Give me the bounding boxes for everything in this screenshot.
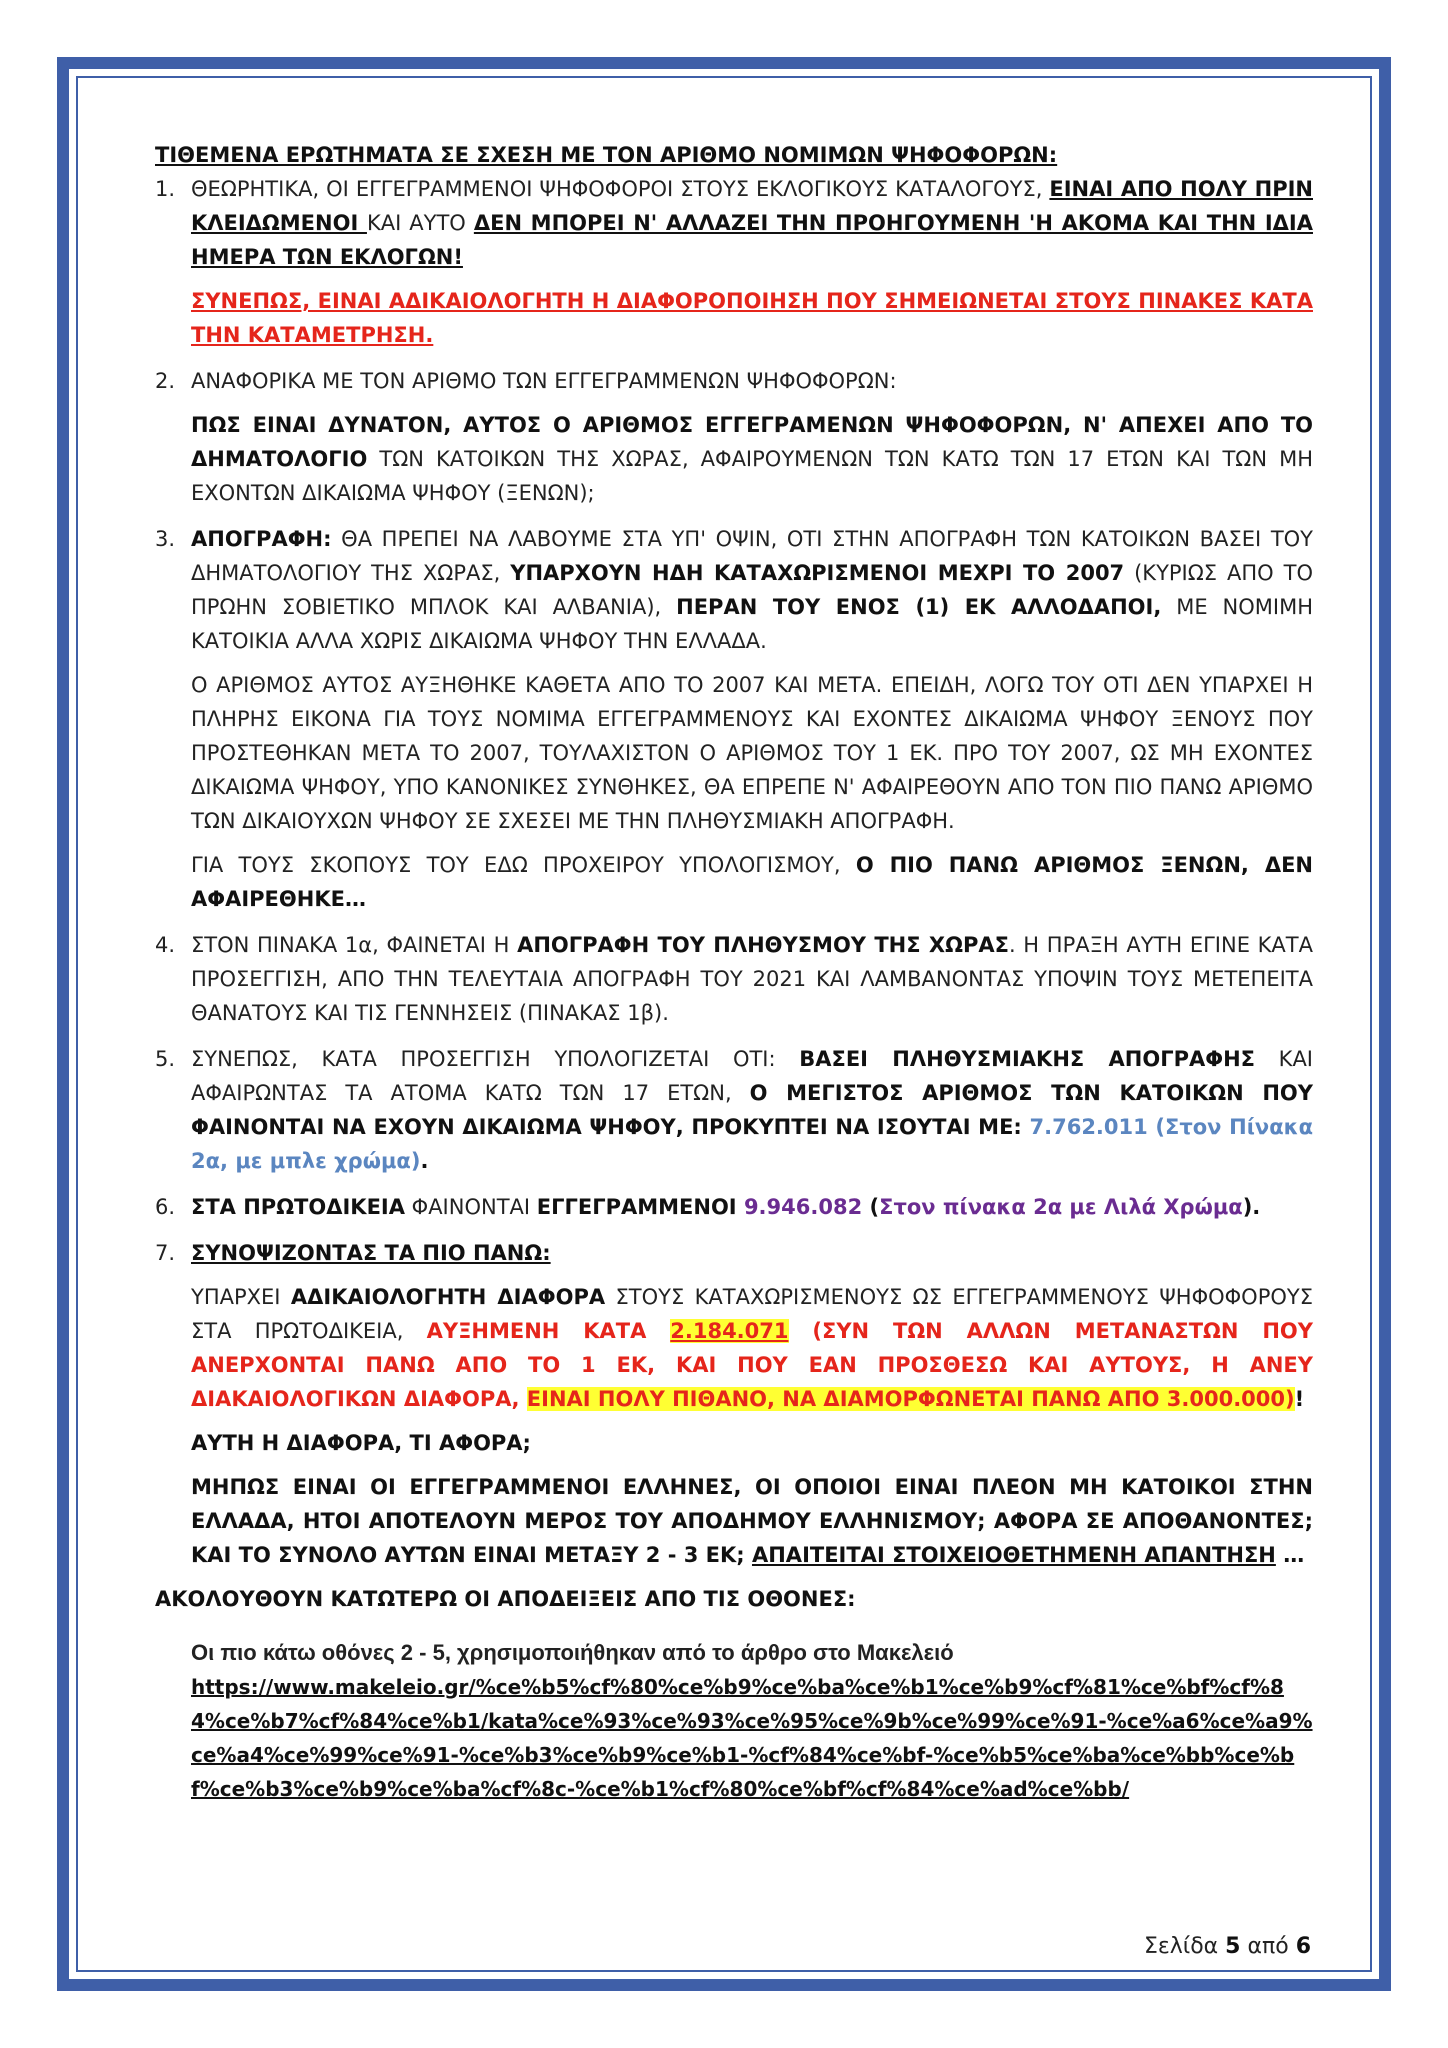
page-current: 5 — [1225, 1934, 1241, 1959]
item-5-text: ΣΥΝΕΠΩΣ, ΚΑΤΑ ΠΡΟΣΕΓΓΙΣΗ ΥΠΟΛΟΓΙΖΕΤΑΙ ΟΤΙ: ΒΑΣΕΙ ΠΛΗΘΥΣΜΙΑΚΗΣ ΑΠΟΓΡΑΦΗΣ ΚΑΙ ΑΦΑΙΡΩΝΤΑΣ ΤΑ ΑΤΟΜΑ ΚΑΤΩ ΤΩΝ 17 ΕΤΩΝ, Ο ΜΕΓΙΣΤΟΣ ΑΡΙΘΜΟΣ ΤΩΝ ΚΑΤΟΙΚΩΝ ΠΟΥ ΦΑΙΝΟΝΤΑΙ ΝΑ ΕΧΟΥΝ ΔΙΚΑΙΩΜΑ ΨΗΦΟΥ, ΠΡΟΚΥΠΤΕΙ ΝΑ ΙΣΟΥΤΑΙ ΜΕ: 7.762.011 (Στον Πίνακα 2α, με μπλε χρώμα). — [191, 1047, 1313, 1173]
item-3-paragraph-3: ΓΙΑ ΤΟΥΣ ΣΚΟΠΟΥΣ ΤΟΥ ΕΔΩ ΠΡΟΧΕΙΡΟΥ ΥΠΟΛΟΓΙΣΜΟΥ, Ο ΠΙΟ ΠΑΝΩ ΑΡΙΘΜΟΣ ΞΕΝΩΝ, ΔΕΝ ΑΦΑΙΡΕΘΗΚΕ… — [191, 853, 1313, 911]
item-7-heading: ΣΥΝΟΨΙΖΟΝΤΑΣ ΤΑ ΠΙΟ ΠΑΝΩ: — [191, 1241, 551, 1265]
section-heading: ΤΙΘΕΜΕΝΑ ΕΡΩΤΗΜΑΤΑ ΣΕ ΣΧΕΣΗ ΜΕ ΤΟΝ ΑΡΙΘΜΟ ΝΟΜΙΜΩΝ ΨΗΦΟΦΟΡΩΝ: — [155, 143, 1058, 167]
item-number: 5. — [155, 1047, 176, 1071]
item-number: 2. — [155, 369, 176, 393]
item-2-question: ΠΩΣ ΕΙΝΑΙ ΔΥΝΑΤΟΝ, ΑΥΤΟΣ Ο ΑΡΙΘΜΟΣ ΕΓΓΕΓΡΑΜΕΝΩΝ ΨΗΦΟΦΟΡΩΝ, Ν' ΑΠΕΧΕΙ ΑΠΟ ΤΟ ΔΗΜΑΤΟΛΟΓΙΟ ΤΩΝ ΚΑΤΟΙΚΩΝ ΤΗΣ ΧΩΡΑΣ, ΑΦΑΙΡΟΥΜΕΝΩΝ ΤΩΝ ΚΑΤΩ ΤΩΝ 17 ΕΤΩΝ ΚΑΙ ΤΩΝ ΜΗ ΕΧΟΝΤΩΝ ΔΙΚΑΙΩΜΑ ΨΗΦΟΥ (ΞΕΝΩΝ); — [191, 413, 1313, 505]
list-item-6 — [155, 1190, 1313, 1224]
source-link[interactable]: https://www.makeleio.gr/%ce%b5%cf%80%ce%b9%ce%ba%ce%b1%ce%b9%cf%81%ce%bf%cf%84%ce%b7%cf%84%ce%b1/kata%ce%93%ce%93%ce%95%ce%9b%ce%99%ce%91-%ce%a6%ce%a9%ce%a4%ce%99%ce%91-%ce%b3%ce%b9%ce%b1-%cf%84%ce%bf-%ce%b5%ce%ba%ce%bb%ce%bf%ce%b3%ce%b9%ce%ba%cf%8c-%ce%b1%cf%80%ce%bf%cf%84%ce%ad%ce%bb/ — [191, 1675, 1313, 1801]
item-4-text: ΣΤΟΝ ΠΙΝΑΚΑ 1α, ΦΑΙΝΕΤΑΙ Η ΑΠΟΓΡΑΦΗ ΤΟΥ ΠΛΗΘΥΣΜΟΥ ΤΗΣ ΧΩΡΑΣ. Η ΠΡΑΞΗ ΑΥΤΗ ΕΓΙΝΕ ΚΑΤΑ ΠΡΟΣΕΓΓΙΣΗ, ΑΠΟ ΤΗΝ ΤΕΛΕΥΤΑΙΑ ΑΠΟΓΡΑΦΗ ΤΟΥ 2021 ΚΑΙ ΛΑΜΒΑΝΟΝΤΑΣ ΥΠΟΨΙΝ ΤΟΥΣ ΜΕΤΕΠΕΙΤΑ ΘΑΝΑΤΟΥΣ ΚΑΙ ΤΙΣ ΓΕΝΝΗΣΕΙΣ (ΠΙΝΑΚΑΣ 1β). — [191, 933, 1313, 1025]
document-body — [155, 138, 1313, 1806]
item-number: 4. — [155, 933, 176, 957]
list-item-1 — [155, 172, 1313, 352]
source-block — [155, 1636, 1313, 1806]
item-number: 7. — [155, 1241, 176, 1265]
list-item-5 — [155, 1042, 1313, 1178]
item-2-intro: ΑΝΑΦΟΡΙΚΑ ΜΕ ΤΟΝ ΑΡΙΘΜΟ ΤΩΝ ΕΓΓΕΓΡΑΜΜΕΝΩΝ ΨΗΦΟΦΟΡΩΝ: — [191, 369, 897, 393]
page-word: Σελίδα — [1143, 1934, 1219, 1959]
item-number: 3. — [155, 527, 176, 551]
item-3-text: ΑΠΟΓΡΑΦΗ: ΘΑ ΠΡΕΠΕΙ ΝΑ ΛΑΒΟΥΜΕ ΣΤΑ ΥΠ' ΟΨΙΝ, ΟΤΙ ΣΤΗΝ ΑΠΟΓΡΑΦΗ ΤΩΝ ΚΑΤΟΙΚΩΝ ΒΑΣΕΙ ΤΟΥ ΔΗΜΑΤΟΛΟΓΙΟΥ ΤΗΣ ΧΩΡΑΣ, ΥΠΑΡΧΟΥΝ ΗΔΗ ΚΑΤΑΧΩΡΙΣΜΕΝΟΙ ΜΕΧΡΙ ΤΟ 2007 (ΚΥΡΙΩΣ ΑΠΟ ΤΟ ΠΡΩΗΝ ΣΟΒΙΕΤΙΚΟ ΜΠΛΟΚ ΚΑΙ ΑΛΒΑΝΙΑ), ΠΕΡΑΝ ΤΟΥ ΕΝΟΣ (1) ΕΚ ΑΛΛΟΔΑΠΟΙ, ΜΕ ΝΟΜΙΜΗ ΚΑΤΟΙΚΙΑ ΑΛΛΑ ΧΩΡΙΣ ΔΙΚΑΙΩΜΑ ΨΗΦΟΥ ΤΗΝ ΕΛΛΑΔΑ. — [191, 527, 1313, 653]
item-number: 6. — [155, 1195, 176, 1219]
item-number: 1. — [155, 177, 176, 201]
item-1-red-note: ΣΥΝΕΠΩΣ, ΕΙΝΑΙ ΑΔΙΚΑΙΟΛΟΓΗΤΗ Η ΔΙΑΦΟΡΟΠΟΙΗΣΗ ΠΟΥ ΣΗΜΕΙΩΝΕΤΑΙ ΣΤΟΥΣ ΠΙΝΑΚΕΣ ΚΑΤΑ ΤΗΝ ΚΑΤΑΜΕΤΡΗΣΗ. — [191, 289, 1313, 347]
list-item-3 — [155, 522, 1313, 916]
list-item-2 — [155, 364, 1313, 510]
list-item-7 — [155, 1236, 1313, 1572]
item-7-question-2: ΜΗΠΩΣ ΕΙΝΑΙ ΟΙ ΕΓΓΕΓΡΑΜΜΕΝΟΙ ΕΛΛΗΝΕΣ, ΟΙ ΟΠΟΙΟΙ ΕΙΝΑΙ ΠΛΕΟΝ ΜΗ ΚΑΤΟΙΚΟΙ ΣΤΗΝ ΕΛΛΑΔΑ, ΗΤΟΙ ΑΠΟΤΕΛΟΥΝ ΜΕΡΟΣ ΤΟΥ ΑΠΟΔΗΜΟΥ ΕΛΛΗΝΙΣΜΟΥ; ΑΦΟΡΑ ΣΕ ΑΠΟΘΑΝΟΝΤΕΣ; ΚΑΙ ΤΟ ΣΥΝΟΛΟ ΑΥΤΩΝ ΕΙΝΑΙ ΜΕΤΑΞΥ 2 - 3 ΕΚ; ΑΠΑΙΤΕΙΤΑΙ ΣΤΟΙΧΕΙΟΘΕΤΗΜΕΝΗ ΑΠΑΝΤΗΣΗ … — [191, 1475, 1313, 1567]
item-7-summary: ΥΠΑΡΧΕΙ ΑΔΙΚΑΙΟΛΟΓΗΤΗ ΔΙΑΦΟΡΑ ΣΤΟΥΣ ΚΑΤΑΧΩΡΙΣΜΕΝΟΥΣ ΩΣ ΕΓΓΕΓΡΑΜΜΕΝΟΥΣ ΨΗΦΟΦΟΡΟΥΣ ΣΤΑ ΠΡΩΤΟΔΙΚΕΙΑ, ΑΥΞΗΜΕΝΗ ΚΑΤΑ 2.184.071 (ΣΥΝ ΤΩΝ ΑΛΛΩΝ ΜΕΤΑΝΑΣΤΩΝ ΠΟΥ ΑΝΕΡΧΟΝΤΑΙ ΠΑΝΩ ΑΠΟ ΤΟ 1 ΕΚ, ΚΑΙ ΠΟΥ ΕΑΝ ΠΡΟΣΘΕΣΩ ΚΑΙ ΑΥΤΟΥΣ, Η ΑΝΕΥ ΔΙΑΚΑΙΟΛΟΓΙΚΩΝ ΔΙΑΦΟΡΑ, ΕΙΝΑΙ ΠΟΛΥ ΠΙΘΑΝΟ, ΝΑ ΔΙΑΜΟΡΦΩΝΕΤΑΙ ΠΑΝΩ ΑΠΟ 3.000.000)! — [191, 1285, 1314, 1411]
item-1-text: ΘΕΩΡΗΤΙΚΑ, ΟΙ ΕΓΓΕΓΡΑΜΜΕΝΟΙ ΨΗΦΟΦΟΡΟΙ ΣΤΟΥΣ ΕΚΛΟΓΙΚΟΥΣ ΚΑΤΑΛΟΓΟΥΣ, ΕΙΝΑΙ ΑΠΟ ΠΟΛΥ ΠΡΙΝ ΚΛΕΙΔΩΜΕΝΟΙ ΚΑΙ ΑΥΤΟ ΔΕΝ ΜΠΟΡΕΙ Ν' ΑΛΛΑΖΕΙ ΤΗΝ ΠΡΟΗΓΟΥΜΕΝΗ 'Η ΑΚΟΜΑ ΚΑΙ ΤΗΝ ΙΔΙΑ ΗΜΕΡΑ ΤΩΝ ΕΚΛΟΓΩΝ! — [191, 177, 1313, 269]
page-footer — [1144, 1934, 1311, 1959]
item-6-text: ΣΤΑ ΠΡΩΤΟΔΙΚΕΙΑ ΦΑΙΝΟΝΤΑΙ ΕΓΓΕΓΡΑΜΜΕΝΟΙ 9.946.082 (Στον πίνακα 2α με Λιλά Χρώμα). — [191, 1195, 1261, 1219]
item-3-paragraph-2: Ο ΑΡΙΘΜΟΣ ΑΥΤΟΣ ΑΥΞΗΘΗΚΕ ΚΑΘΕΤΑ ΑΠΟ ΤΟ 2007 ΚΑΙ ΜΕΤΑ. ΕΠΕΙΔΗ, ΛΟΓΩ ΤΟΥ ΟΤΙ ΔΕΝ ΥΠΑΡΧΕΙ Η ΠΛΗΡΗΣ ΕΙΚΟΝΑ ΓΙΑ ΤΟΥΣ ΝΟΜΙΜΑ ΕΓΓΕΓΡΑΜΜΕΝΟΥΣ ΚΑΙ ΕΧΟΝΤΕΣ ΔΙΚΑΙΩΜΑ ΨΗΦΟΥ ΞΕΝΟΥΣ ΠΟΥ ΠΡΟΣΤΕΘΗΚΑΝ ΜΕΤΑ ΤΟ 2007, ΤΟΥΛΑΧΙΣΤΟΝ Ο ΑΡΙΘΜΟΣ ΤΟΥ 1 ΕΚ. ΠΡΟ ΤΟΥ 2007, ΩΣ ΜΗ ΕΧΟΝΤΕΣ ΔΙΚΑΙΩΜΑ ΨΗΦΟΥ, ΥΠΟ ΚΑΝΟΝΙΚΕΣ ΣΥΝΘΗΚΕΣ, ΘΑ ΕΠΡΕΠΕ Ν' ΑΦΑΙΡΕΘΟΥΝ ΑΠΟ ΤΟΝ ΠΙΟ ΠΑΝΩ ΑΡΙΘΜΟ ΤΩΝ ΔΙΚΑΙΟΥΧΩΝ ΨΗΦΟΥ ΣΕ ΣΧΕΣΕΙ ΜΕ ΤΗΝ ΠΛΗΘΥΣΜΙΑΚΗ ΑΠΟΓΡΑΦΗ. — [191, 673, 1313, 833]
proofs-heading: ΑΚΟΛΟΥΘΟΥΝ ΚΑΤΩΤΕΡΩ ΟΙ ΑΠΟΔΕΙΞΕΙΣ ΑΠΟ ΤΙΣ ΟΘΟΝΕΣ: — [155, 1587, 856, 1611]
item-7-question-1: ΑΥΤΗ Η ΔΙΑΦΟΡΑ, ΤΙ ΑΦΟΡΑ; — [191, 1431, 531, 1455]
list-item-4 — [155, 928, 1313, 1030]
page-total: 6 — [1295, 1934, 1311, 1959]
source-title: Οι πιο κάτω οθόνες 2 - 5, χρησιμοποιήθηκαν από το άρθρο στο Μακελειό — [191, 1640, 954, 1665]
page-of-word: από — [1247, 1934, 1289, 1959]
